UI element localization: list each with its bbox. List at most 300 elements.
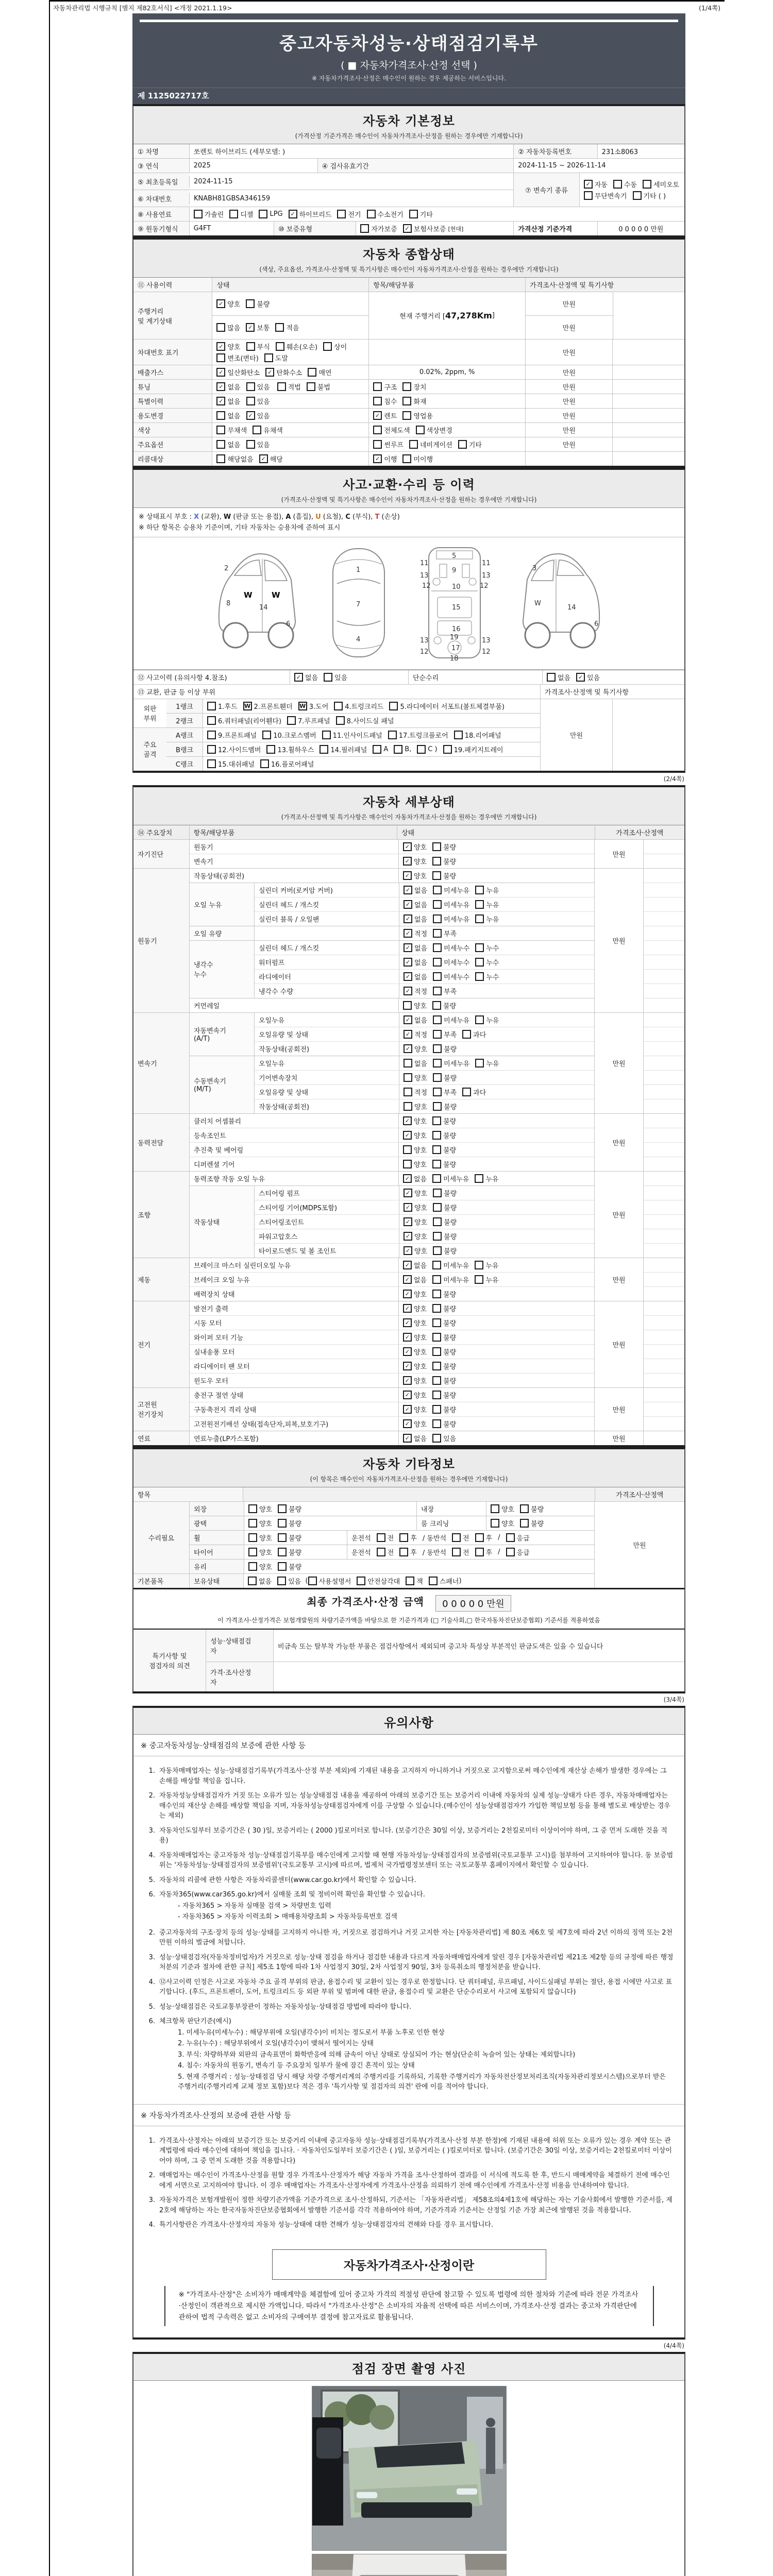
detail-group-price: 만원 <box>594 1172 643 1258</box>
checkbox-불량[interactable]: 불량 <box>433 1044 457 1054</box>
panel-number: 8 <box>226 599 230 607</box>
checkbox-group <box>216 382 270 392</box>
checkbox-있음[interactable]: 있음 <box>246 396 270 406</box>
checkbox-group <box>403 1116 456 1126</box>
checkbox-없음[interactable]: ✓ 없음 <box>403 1433 427 1443</box>
checkbox-과다[interactable]: 과다 <box>462 1029 486 1039</box>
checkbox-불량[interactable]: 불량 <box>432 1376 456 1385</box>
section-notice <box>132 1706 685 2340</box>
top-note-row <box>50 2 725 13</box>
checkbox-양호[interactable]: 양호 <box>403 1145 427 1155</box>
panel-number: 2 <box>224 564 228 572</box>
checkbox-group <box>404 914 499 924</box>
checkbox-양호[interactable]: ✓ 양호 <box>403 856 427 866</box>
checkbox-상이[interactable]: 상이 <box>323 342 347 351</box>
checkbox-누수[interactable]: 누수 <box>475 957 499 967</box>
checkbox-10.크로스멤버[interactable]: 10.크로스멤버 <box>262 730 316 740</box>
checkbox-화재[interactable]: 화재 <box>402 396 426 406</box>
overall-row-label: 색상 <box>133 423 212 437</box>
basic-items-label: 기본품목 <box>133 1574 189 1588</box>
detail-title: 자동차 세부상태 <box>363 794 455 809</box>
checkbox-양호[interactable]: 양호 <box>404 1073 427 1082</box>
notice-item: 3. 자동차가격은 보험개발원이 정한 차량기준가액을 기준가격으로 조사·산정하되, 기준서는 「자동차관리법」 제58조의4제1호에 해당하는 자는 기술사회에서 발행한 기준서를, 제2호에 해당하는 자는 한국자동차진단보증협회에서 발행한 기준서를 각각 적용하여야 하며, 기준가격과 기준서는 산정일 기준 가장 최근에 발행된 것을 적용합니다. <box>148 2196 673 2214</box>
checkbox-누유[interactable]: 누유 <box>475 1275 498 1284</box>
checkbox-불량[interactable]: 불량 <box>278 1533 301 1543</box>
checkbox-후[interactable]: 후 <box>475 1533 493 1543</box>
checkbox-훼손(오손)[interactable]: 훼손(오손) <box>276 342 317 351</box>
notice-item: 3. 자동차인도일부터 보증기간은 ( 30 )일, 보증거리는 ( 2000 )킬로미터로 합니다. (보증기간은 30일 이상, 보증거리는 2천킬로미터 이상이어야 하며, 그 중 먼저 도래한 것을 적용) <box>148 1826 667 1845</box>
others-col-price: 가격조사·산정액 <box>595 1487 684 1501</box>
checkbox-5.라디에이터 서포트(볼트체결부품)[interactable]: 5.라디에이터 서포트(볼트체결부품) <box>389 701 505 711</box>
checkbox-없음[interactable]: 없음 <box>547 672 570 682</box>
checkbox-스패너[interactable]: 스패너 <box>429 1576 459 1586</box>
checkbox-양호[interactable]: 양호 <box>248 1518 272 1528</box>
checkbox-기타[interactable]: 기타 <box>458 439 482 449</box>
detail-col-price: 가격조사·산정액 <box>595 825 684 839</box>
checkbox-양호[interactable]: ✓ 양호 <box>403 1332 427 1342</box>
repair-row-label: 타이어 <box>190 1545 244 1559</box>
checkbox-응급[interactable]: 응급 <box>506 1533 530 1543</box>
checkbox-양호[interactable]: 양호 <box>491 1518 514 1528</box>
checkbox-누유[interactable]: 누유 <box>475 914 499 924</box>
checkbox-세미오토[interactable]: 세미오토 <box>643 179 679 189</box>
rank-items <box>203 714 540 727</box>
checkbox-group <box>404 1101 457 1111</box>
checkbox-응급[interactable]: 응급 <box>506 1547 530 1557</box>
detail-row: 클러치 어셈블리 ✓ 양호 불량 <box>190 1114 594 1128</box>
checkbox-1.후드[interactable]: 1.후드 <box>207 701 238 711</box>
checkbox-무단변속기[interactable]: 무단변속기 <box>584 191 627 200</box>
basic-info-table <box>133 144 684 235</box>
checkbox-전[interactable]: 전 <box>377 1547 394 1557</box>
checkbox-불량[interactable]: 불량 <box>432 1130 456 1140</box>
rank-label: C랭크 <box>166 757 203 771</box>
detail-row: 디퍼렌셜 기어 양호 불량 <box>190 1157 594 1171</box>
detail-segment <box>190 869 594 883</box>
checkbox-4.트렁크리드[interactable]: 4.트렁크리드 <box>334 701 383 711</box>
detail-row: 배력장치 상태 ✓ 양호 불량 <box>190 1286 594 1301</box>
panel-number: W <box>534 599 541 607</box>
checkbox-없음[interactable]: 없음 <box>216 439 240 449</box>
checkbox-양호[interactable]: 양호 <box>403 1001 427 1010</box>
checkbox-B,[interactable]: B, <box>394 745 411 754</box>
checkbox-group <box>248 1576 301 1586</box>
checkbox-불량[interactable]: 불량 <box>432 842 456 852</box>
mileage-label: 주행거리 및 계기상태 <box>133 292 212 339</box>
checkbox-양호[interactable]: ✓ 양호 <box>403 1303 427 1313</box>
checkbox-미세누유[interactable]: 미세누유 <box>432 1260 469 1270</box>
checkbox-양호[interactable]: ✓ 양호 <box>404 1217 427 1227</box>
checkbox-양호[interactable]: ✓ 양호 <box>403 1130 427 1140</box>
checkbox-양호[interactable]: 양호 <box>248 1562 272 1571</box>
photos-title: 점검 장면 촬영 사진 <box>351 2362 466 2377</box>
checkbox-없음[interactable]: ✓ 없음 <box>216 382 240 392</box>
checkbox-없음[interactable]: ✓ 없음 <box>216 396 240 406</box>
checkbox-양호[interactable]: ✓ 양호 <box>403 1390 427 1400</box>
checkbox-불량[interactable]: 불량 <box>432 1332 456 1342</box>
checkbox-8.사이드실 패널[interactable]: 8.사이드실 패널 <box>336 716 394 725</box>
document-subnote: ※ 자동차가격조사·산정은 매수인이 원하는 경우 제공하는 서비스입니다. <box>312 75 506 82</box>
rank-label: 2랭크 <box>166 714 203 727</box>
checkbox-디젤[interactable]: 디젤 <box>229 209 253 219</box>
overall-row-items <box>368 380 525 394</box>
checkbox-없음[interactable]: ✓ 없음 <box>404 943 427 953</box>
checkbox-누유[interactable]: 누유 <box>475 1015 499 1025</box>
checkbox-불량[interactable]: 불량 <box>246 299 270 309</box>
checkbox-전[interactable]: 전 <box>377 1533 394 1543</box>
checkbox-네비게이션[interactable]: 네비게이션 <box>409 439 452 449</box>
detail-row: 고전원전기배선 상태(접속단자,피복,보호기구) ✓ 양호 불량 <box>190 1416 594 1431</box>
checkbox-자동[interactable]: ✓ 자동 <box>584 179 608 189</box>
other-info-header <box>133 1449 684 1487</box>
checkbox-group <box>351 1533 530 1543</box>
checkbox-없음[interactable]: ✓ 없음 <box>294 672 318 682</box>
checkbox-양호[interactable]: ✓ 양호 <box>403 1347 427 1357</box>
checkbox-안전삼각대[interactable]: 안전삼각대 <box>357 1576 400 1586</box>
checkbox-없음[interactable]: 없음 <box>404 1058 427 1068</box>
notice-item: 6. 체크항목 판단기준(예시) 1. 미세누유(미세누수) : 해당부위에 오일(냉각수)이 비치는 정도로서 부품 노후로 인한 현상 2. 누유(누수) : 해당부위에서 오일(냉각수)이 맺혀서 떨어지는 상태 3. 부식: 차량하부와 외판의 금속표면이 화학반응에 의해 금속이 아닌 상태로 상실되어 가는 현상(단순히 녹슬어 있는 상태는 제외합니다) 4. 침수: 자동차의 원동기, 변속기 등 주요장치 일부가 물에 잠긴 흔적이 있는 상태 5. 현재 주행거리 : 성능·상태점검 당시 해당 차량 주행거리계의 주행거리를 기록하되, 기록한 주행거리가 자동차전산정보처리조직(자동차관리정보시스템)으로부터 받은 주행거리(주행거리계 교체 정보 포함)보다 적은 경우 '특기사항 및 점검자의 의견' 란에 이를 적어야 합니다. <box>142 2016 674 2093</box>
checkbox-누수[interactable]: 누수 <box>475 943 499 953</box>
others-col-item: 항목 <box>133 1487 243 1501</box>
checkbox-15.대쉬패널[interactable]: 15.대쉬패널 <box>207 759 255 769</box>
checkbox-부족[interactable]: 부족 <box>433 986 457 996</box>
rank-label: B랭크 <box>166 742 203 756</box>
checkbox-많음[interactable]: 많음 <box>216 323 240 332</box>
checkbox-13.휠하우스[interactable]: 13.휠하우스 <box>266 744 314 754</box>
checkbox-양호[interactable]: 양호 <box>403 1159 427 1169</box>
checkbox-불량[interactable]: 불량 <box>432 871 456 880</box>
checkbox-불량[interactable]: 불량 <box>433 1188 457 1198</box>
checkbox-없음[interactable]: ✓ 없음 <box>404 957 427 967</box>
checkbox-전기[interactable]: 전기 <box>337 209 361 219</box>
checkbox-없음[interactable]: ✓ 없음 <box>404 1015 427 1025</box>
checkbox-없음[interactable]: 없음 <box>248 1576 272 1586</box>
svg-text:13: 13 <box>419 636 429 645</box>
checkbox-미세누유[interactable]: 미세누유 <box>433 885 469 895</box>
checkbox-양호[interactable]: 양호 <box>248 1504 272 1514</box>
checkbox-양호[interactable]: ✓ 양호 <box>404 1188 427 1198</box>
checkbox-전[interactable]: 전 <box>452 1533 469 1543</box>
checkbox-A[interactable]: A <box>373 745 388 754</box>
notice-list-2 <box>133 2126 684 2241</box>
checkbox-적법[interactable]: 적법 <box>277 382 301 392</box>
detail-row: 라디에이터 팬 모터 ✓ 양호 불량 <box>190 1359 594 1373</box>
checkbox-불량[interactable]: 불량 <box>432 1390 456 1400</box>
checkbox-일산화탄소[interactable]: ✓ 일산화탄소 <box>216 367 260 377</box>
checkbox-없음[interactable]: ✓ 없음 <box>403 1275 427 1284</box>
checkbox-불량[interactable]: 불량 <box>432 1361 456 1371</box>
checkbox-불량[interactable]: 불량 <box>433 1231 457 1241</box>
checkbox-양호[interactable]: ✓ 양호 <box>403 842 427 852</box>
checkbox-없음[interactable]: ✓ 없음 <box>403 1260 427 1270</box>
notice-subitem: 3. 부식: 차량하부와 외판의 금속표면이 화학반응에 의해 금속이 아닌 상태로 상실되어 가는 현상(단순히 녹슬어 있는 상태는 제외합니다) <box>178 2050 576 2059</box>
checkbox-미세누수[interactable]: 미세누수 <box>433 972 469 981</box>
checkbox-2.프론트휀더[interactable]: W 2.프론트휀더 <box>243 701 293 711</box>
checkbox-탄화수소[interactable]: ✓ 탄화수소 <box>265 367 302 377</box>
detail-segment: 오일 누유 실린더 커버(로커암 커버) ✓ 없음 미세누유 누유 실린더 헤드 / 개스킷 ✓ 없음 미세누유 누유 실린더 블록 / 오일팬 ✓ 없음 미세누유 누유 <box>190 883 594 926</box>
checkbox-미세누유[interactable]: 미세누유 <box>432 1275 469 1284</box>
checkbox-적정[interactable]: 적정 <box>404 1087 427 1097</box>
detail-group-extra <box>643 1431 684 1445</box>
checkbox-양호[interactable]: ✓ 양호 <box>403 1404 427 1414</box>
checkbox-C )[interactable]: C ) <box>417 745 437 754</box>
checkbox-자가보증[interactable]: 자가보증 <box>360 224 397 233</box>
detail-segment <box>190 998 594 1012</box>
checkbox-색상변경[interactable]: 색상변경 <box>416 425 452 435</box>
checkbox-미세누유[interactable]: 미세누유 <box>432 1174 469 1183</box>
checkbox-이행[interactable]: ✓ 이행 <box>373 454 397 464</box>
checkbox-있음[interactable]: 있음 <box>324 672 347 682</box>
checkbox-불량[interactable]: 불량 <box>520 1518 544 1528</box>
checkbox-후[interactable]: 후 <box>399 1533 417 1543</box>
overall-row-items <box>368 423 525 437</box>
overall-row-extra <box>612 409 684 422</box>
checkbox-불량[interactable]: 불량 <box>433 1101 457 1111</box>
checkbox-양호[interactable]: ✓ 양호 <box>216 342 240 351</box>
notice-item: 4. 자동차매매업자는 중고자동차 성능·상태점검기록부를 매수인에게 고지할 때 현행 자동차성능·상태점검자의 보증범위(국토교통부 고시)를 첨부하여 고지하여야 합니다. 동 보증범위는 '자동차성능·상태점검자의 보증범위'(국토교통부 고시)에 따르며, 법제처 국가법령정보센터 또는 국토교통부 홈페이지에서 확인할 수 있습니다. <box>148 1851 674 1870</box>
detail-segment: 오일 유량 ✓ 적정 부족 <box>190 926 594 940</box>
checkbox-양호[interactable]: ✓ 양호 <box>404 1246 427 1256</box>
exchange-label: ⑬ 교환, 판금 등 이상 부위 <box>138 688 215 697</box>
checkbox-매연[interactable]: 매연 <box>308 367 331 377</box>
checkbox-과다[interactable]: 과다 <box>462 1087 486 1097</box>
checkbox-미세누유[interactable]: 미세누유 <box>433 1058 469 1068</box>
checkbox-있음[interactable]: 있음 <box>246 439 270 449</box>
checkbox-없음[interactable]: ✓ 없음 <box>404 885 427 895</box>
checkbox-group <box>403 1289 456 1299</box>
checkbox-영업용[interactable]: 영업용 <box>402 411 433 420</box>
overall-row-extra <box>612 365 684 379</box>
checkbox-없음[interactable]: ✓ 없음 <box>403 1174 427 1183</box>
checkbox-불량[interactable]: 불량 <box>278 1547 301 1557</box>
overall-row-price <box>525 452 612 466</box>
checkbox-누유[interactable]: 누유 <box>475 1174 498 1183</box>
checkbox-양호[interactable]: ✓ 양호 <box>403 1289 427 1299</box>
checkbox-불량[interactable]: 불량 <box>433 1246 457 1256</box>
checkbox-부족[interactable]: 부족 <box>433 1087 457 1097</box>
detail-header <box>133 787 684 825</box>
checkbox-미세누유[interactable]: 미세누유 <box>433 900 469 909</box>
checkbox-7.루프패널[interactable]: 7.루프패널 <box>287 716 330 725</box>
car-diagram-top <box>320 544 397 662</box>
checkbox-없음[interactable]: ✓ 없음 <box>404 972 427 981</box>
checkbox-해당[interactable]: ✓ 해당 <box>259 454 283 464</box>
checkbox-양호[interactable]: ✓ 양호 <box>403 1318 427 1328</box>
checkbox-있음[interactable]: ✓ 있음 <box>246 411 270 420</box>
checkbox-6.쿼터패널(리어휀다)[interactable]: 6.쿼터패널(리어휀다) <box>207 716 281 725</box>
detail-segment <box>190 1388 594 1431</box>
panel-number: 3 <box>532 564 536 572</box>
basic-items-row: 기본품목 보유상태 없음 있음 ( 사용설명서 안전삼각대 잭 스패너 ) <box>133 1573 594 1588</box>
checkbox-장치[interactable]: 장치 <box>402 382 426 392</box>
checkbox-적정[interactable]: ✓ 적정 <box>404 986 427 996</box>
checkbox-수동[interactable]: 수동 <box>613 179 637 189</box>
checkbox-렌트[interactable]: ✓ 렌트 <box>373 411 397 420</box>
checkbox-양호[interactable]: ✓ 양호 <box>403 1376 427 1385</box>
overall-row-extra <box>612 452 684 466</box>
checkbox-3.도어[interactable]: W 3.도어 <box>298 701 329 711</box>
checkbox-미세누유[interactable]: 미세누유 <box>433 914 469 924</box>
checkbox-변조(변타)[interactable]: 변조(변타) <box>216 353 258 363</box>
checkbox-잭[interactable]: 잭 <box>406 1576 423 1586</box>
checkbox-불량[interactable]: 불량 <box>432 1347 456 1357</box>
checkbox-하이브리드[interactable]: ✓ 하이브리드 <box>289 209 332 219</box>
checkbox-전체도색[interactable]: 전체도색 <box>373 425 410 435</box>
checkbox-양호[interactable]: ✓ 양호 <box>403 1116 427 1126</box>
checkbox-후[interactable]: 후 <box>399 1547 417 1557</box>
panel-number: 6 <box>594 620 598 628</box>
checkbox-양호[interactable]: ✓ 양호 <box>403 1361 427 1371</box>
checkbox-사용설명서[interactable]: 사용설명서 <box>308 1576 351 1586</box>
checkbox-LPG[interactable]: LPG <box>259 210 282 218</box>
checkbox-썬루프[interactable]: 썬루프 <box>373 439 404 449</box>
checkbox-후[interactable]: 후 <box>475 1547 493 1557</box>
form-note: 자동차관리법 시행규칙 [별지 제82호서식] <개정 2021.1.19> <box>53 4 232 12</box>
checkbox-불량[interactable]: 불량 <box>432 1404 456 1414</box>
checkbox-미세누수[interactable]: 미세누수 <box>433 943 469 953</box>
checkbox-group <box>403 1419 456 1429</box>
checkbox-불량[interactable]: 불량 <box>433 1073 457 1082</box>
checkbox-불량[interactable]: 불량 <box>433 1202 457 1212</box>
detail-group-고전원 전기장치: 고전원 전기장치 충전구 절연 상태 ✓ 양호 불량 구동축전지 격리 상태 ✓ 양호 불량 고전원전기배선 상태(접속단자,피복,보호기구) ✓ 양호 불량 만원 <box>133 1387 684 1431</box>
checkbox-14.필러패널[interactable]: 14.필러패널 <box>320 744 367 754</box>
detail-row: 스티어링 펌프 ✓ 양호 불량 <box>255 1186 594 1200</box>
detail-group-extra <box>643 869 684 1012</box>
checkbox-불량[interactable]: 불량 <box>432 1116 456 1126</box>
checkbox-누유[interactable]: 누유 <box>475 1260 498 1270</box>
checkbox-보통[interactable]: ✓ 보통 <box>246 323 270 332</box>
checkbox-12.사이드멤버[interactable]: 12.사이드멤버 <box>207 744 261 754</box>
checkbox-group <box>403 856 456 866</box>
overall-row-price: 만원 <box>525 340 612 365</box>
checkbox-없음[interactable]: ✓ 없음 <box>404 900 427 909</box>
checkbox-불량[interactable]: 불량 <box>433 1217 457 1227</box>
svg-text:17: 17 <box>451 644 460 652</box>
detail-row: 추진축 및 베어링 양호 불량 <box>190 1142 594 1157</box>
overall-row-extra <box>612 340 684 365</box>
checkbox-적음[interactable]: 적음 <box>275 323 299 332</box>
checkbox-가솔린[interactable]: 가솔린 <box>194 209 224 219</box>
car-name-label: ① 차명 <box>133 144 189 158</box>
checkbox-양호[interactable]: 양호 <box>248 1547 272 1557</box>
checkbox-group <box>194 209 433 219</box>
checkbox-미세누유[interactable]: 미세누유 <box>433 1015 469 1025</box>
checkbox-불량[interactable]: 불량 <box>432 1001 456 1010</box>
checkbox-있음[interactable]: 있음 <box>246 382 270 392</box>
checkbox-침수[interactable]: 침수 <box>373 396 397 406</box>
checkbox-누유[interactable]: 누유 <box>475 1058 499 1068</box>
checkbox-보험사보증[interactable]: ✓ 보험사보증 <box>403 224 446 233</box>
checkbox-수소전기[interactable]: 수소전기 <box>367 209 404 219</box>
checkbox-누유[interactable]: 누유 <box>475 885 499 895</box>
checkbox-불법[interactable]: 불법 <box>307 382 330 392</box>
checkbox-부족[interactable]: 부족 <box>433 1029 457 1039</box>
checkbox-group <box>403 1361 456 1371</box>
checkbox-group <box>216 299 270 309</box>
checkbox-있음[interactable]: ✓ 있음 <box>576 672 600 682</box>
appraiser-remark-row <box>206 1662 684 1691</box>
overall-row-label: 리콜대상 <box>133 452 212 466</box>
svg-text:12: 12 <box>479 582 489 590</box>
checkbox-양호[interactable]: ✓ 양호 <box>403 871 427 880</box>
checkbox-11.인사이드패널[interactable]: 11.인사이드패널 <box>322 730 382 740</box>
checkbox-부족[interactable]: 부족 <box>433 928 457 938</box>
checkbox-유채색[interactable]: 유채색 <box>253 425 283 435</box>
checkbox-9.프론트패널[interactable]: 9.프론트패널 <box>207 730 257 740</box>
checkbox-누유[interactable]: 누유 <box>475 900 499 909</box>
checkbox-적정[interactable]: ✓ 적정 <box>404 1029 427 1039</box>
checkbox-group <box>491 1504 544 1514</box>
checkbox-미세누수[interactable]: 미세누수 <box>433 957 469 967</box>
checkbox-양호[interactable]: 양호 <box>248 1533 272 1543</box>
checkbox-불량[interactable]: 불량 <box>432 1303 456 1313</box>
checkbox-부식[interactable]: 부식 <box>246 342 270 351</box>
checkbox-불량[interactable]: 불량 <box>278 1562 301 1571</box>
checkbox-group <box>404 1044 457 1054</box>
checkbox-도말[interactable]: 도말 <box>264 353 288 363</box>
checkbox-16.플로어패널[interactable]: 16.플로어패널 <box>260 759 314 769</box>
checkbox-불량[interactable]: 불량 <box>432 1419 456 1429</box>
checkbox-불량[interactable]: 불량 <box>432 1145 456 1155</box>
checkbox-불량[interactable]: 불량 <box>278 1518 301 1528</box>
checkbox-양호[interactable]: ✓ 양호 <box>404 1044 427 1054</box>
checkbox-있음[interactable]: 있음 <box>277 1576 301 1586</box>
checkbox-불량[interactable]: 불량 <box>432 856 456 866</box>
checkbox-무채색[interactable]: 무채색 <box>216 425 247 435</box>
final-price-row <box>133 1588 684 1614</box>
checkbox-17.트렁크플로어[interactable]: 17.트렁크플로어 <box>388 730 448 740</box>
detail-row: 파워고압호스 ✓ 양호 불량 <box>255 1229 594 1243</box>
checkbox-불량[interactable]: 불량 <box>520 1504 544 1514</box>
reg-vin-stack: ⑤ 최초등록일 2024-11-15 ⑥ 차대번호 KNABH81GBSA346159 <box>133 173 513 207</box>
checkbox-19.패키지트레이[interactable]: 19.패키지트레이 <box>443 744 503 754</box>
checkbox-group <box>404 1087 486 1097</box>
remarks-label: 특기사항 및 점검자의 의견 <box>133 1630 206 1691</box>
checkbox-양호[interactable]: ✓ 양호 <box>404 1231 427 1241</box>
checkbox-누수[interactable]: 누수 <box>475 972 499 981</box>
checkbox-기타[interactable]: 기타 <box>409 209 433 219</box>
detail-group-연료: 연료 연료누출(LP가스포함) ✓ 없음 있음 만원 <box>133 1431 684 1445</box>
checkbox-있음[interactable]: 있음 <box>432 1433 456 1443</box>
checkbox-불량[interactable]: 불량 <box>278 1504 301 1514</box>
notice-subitem: 4. 침수: 자동차의 원동기, 변속기 등 주요장치 일부가 물에 잠긴 흔적이 있는 상태 <box>178 2062 415 2070</box>
checkbox-전[interactable]: 전 <box>452 1547 469 1557</box>
notice-item: 2. 매매업자는 매수인이 가격조사·산정을 원할 경우 가격조사·산정자가 해당 자동차 가격을 조사·산정하여 결과를 이 서식에 적도록 한 후, 반드시 매매계약을 체결하기 전에 매수인에게 서면으로 고지하여야 합니다. 이 경우 매매업자는 가격조사·산정자에게 가격조사·산정을 의뢰하기 전에 매수인에게 가격조사·산정 비용을 안내하여야 합니다. <box>148 2172 670 2190</box>
checkbox-group <box>403 1303 456 1313</box>
checkbox-양호[interactable]: ✓ 양호 <box>404 1202 427 1212</box>
checkbox-양호[interactable]: ✓ 양호 <box>216 299 240 309</box>
checkbox-양호[interactable]: 양호 <box>404 1101 427 1111</box>
repair-row <box>190 1545 594 1559</box>
checkbox-양호[interactable]: 양호 <box>491 1504 514 1514</box>
checkbox-적정[interactable]: ✓ 적정 <box>404 928 427 938</box>
detail-row: 등속조인트 ✓ 양호 불량 <box>190 1128 594 1142</box>
checkbox-18.리어패널[interactable]: 18.리어패널 <box>454 730 501 740</box>
checkbox-불량[interactable]: 불량 <box>432 1159 456 1169</box>
checkbox-해당없음[interactable]: 해당없음 <box>216 454 253 464</box>
checkbox-미이행[interactable]: 미이행 <box>402 454 433 464</box>
checkbox-불량[interactable]: 불량 <box>432 1289 456 1299</box>
checkbox-양호[interactable]: ✓ 양호 <box>403 1419 427 1429</box>
checkbox-기타 ( )[interactable]: 기타 ( ) <box>633 191 666 200</box>
section-other-info <box>132 1447 685 1694</box>
checkbox-구조[interactable]: 구조 <box>373 382 397 392</box>
svg-text:11: 11 <box>419 559 429 567</box>
checkbox-없음[interactable]: 없음 <box>216 411 240 420</box>
checkbox-없음[interactable]: ✓ 없음 <box>404 914 427 924</box>
checkbox-group <box>403 1376 456 1385</box>
checkbox-불량[interactable]: 불량 <box>432 1318 456 1328</box>
